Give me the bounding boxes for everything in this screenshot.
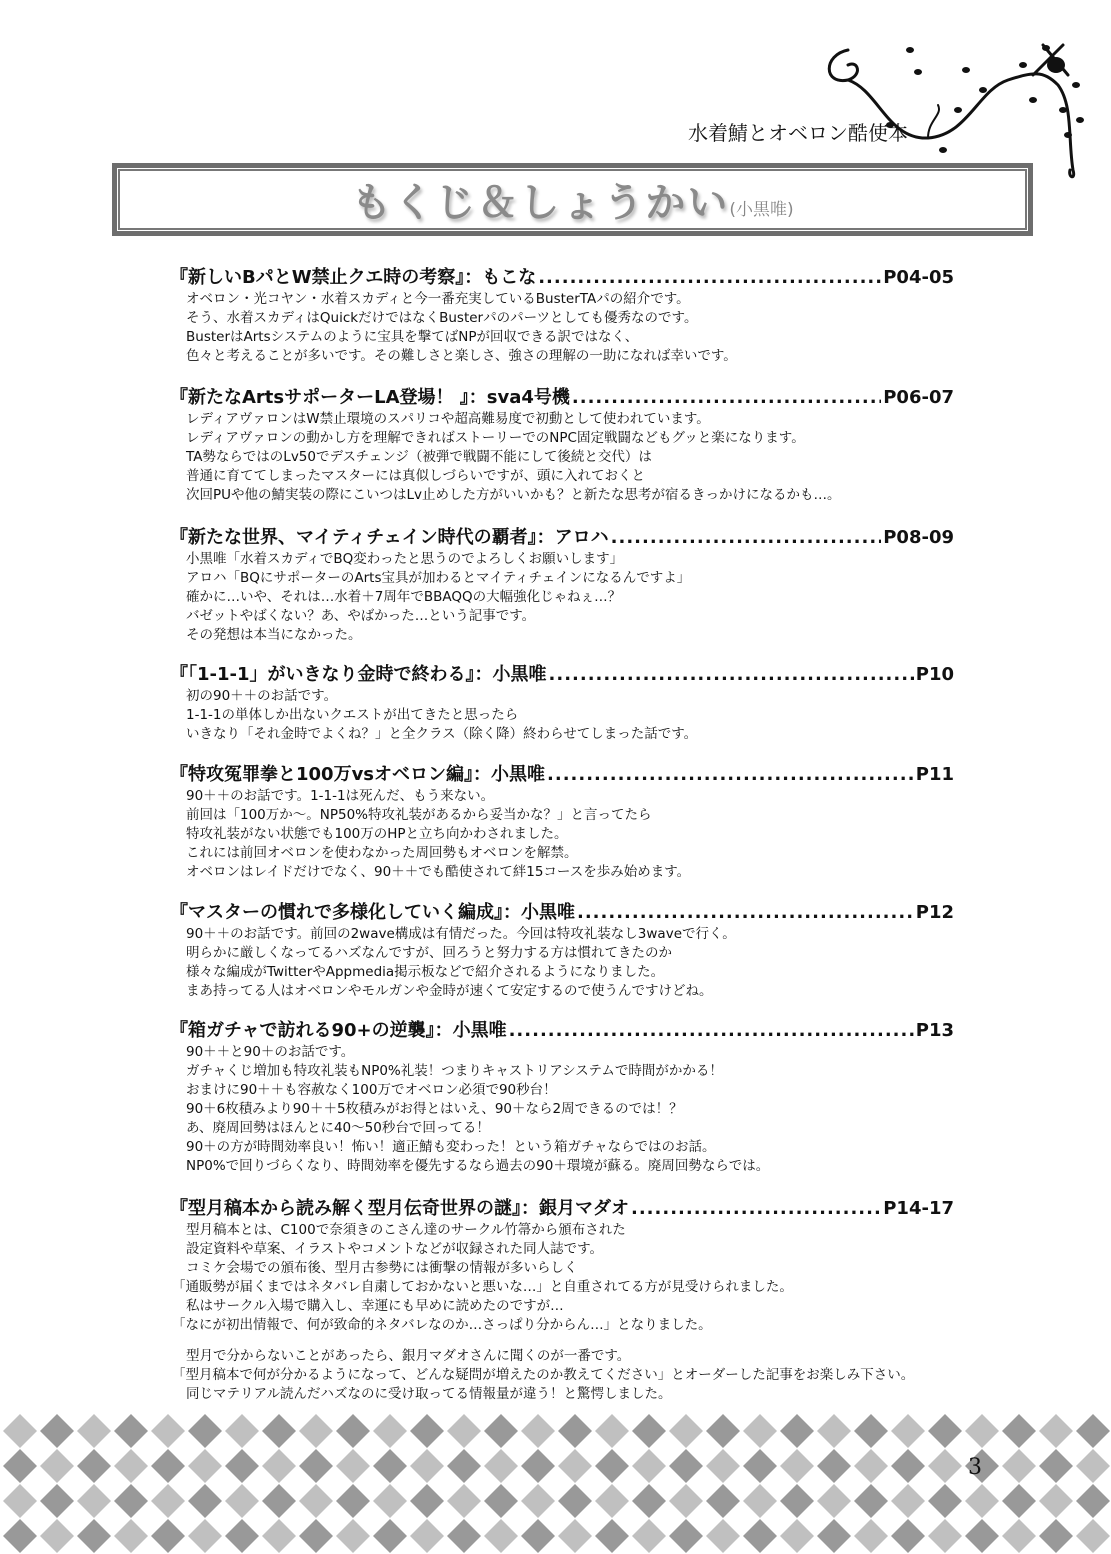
pattern-diamond <box>447 1449 481 1483</box>
pattern-diamond <box>928 1484 962 1518</box>
pattern-diamond <box>447 1519 481 1553</box>
pattern-diamond <box>817 1484 851 1518</box>
toc-entry-title: 『箱ガチャで訪れる90+の逆襲』：小黒唯 <box>170 1020 507 1041</box>
pattern-diamond <box>484 1484 518 1518</box>
dot-leader <box>549 663 914 687</box>
toc-entry-heading <box>170 526 954 550</box>
toc-entry-pages: P10 <box>915 664 954 685</box>
pattern-diamond <box>743 1414 777 1448</box>
toc-entry-description-line: まあ持ってる人はオベロンやモルガンや金時が速くて安定するので使うんですけどね。 <box>186 983 713 999</box>
pattern-diamond <box>780 1449 814 1483</box>
pattern-diamond <box>928 1519 962 1553</box>
toc-entry-description-line: 「通販勢が届くまではネタバレ自粛しておかないと悪いな…」と自重されてる方が見受けられました。 <box>172 1279 793 1295</box>
pattern-diamond <box>780 1519 814 1553</box>
pattern-diamond <box>669 1484 703 1518</box>
pattern-diamond <box>77 1484 111 1518</box>
paragraph-gap <box>170 1335 954 1347</box>
pattern-diamond <box>447 1484 481 1518</box>
toc-entry-pages: P08-09 <box>883 527 954 548</box>
toc-entry-description-line: コミケ会場での頒布後、型月古参勢には衝撃の情報が多いらしく <box>186 1260 578 1276</box>
toc-entry <box>170 526 954 645</box>
pattern-diamond <box>558 1519 592 1553</box>
pattern-diamond <box>965 1484 999 1518</box>
toc-entry-heading <box>170 663 954 687</box>
pattern-diamond <box>188 1519 222 1553</box>
pattern-diamond <box>817 1449 851 1483</box>
pattern-diamond <box>558 1484 592 1518</box>
pattern-diamond <box>669 1449 703 1483</box>
pattern-diamond <box>891 1449 925 1483</box>
pattern-diamond <box>77 1449 111 1483</box>
pattern-diamond <box>1039 1484 1073 1518</box>
toc-entry-description-line: 明らかに厳しくなってるハズなんですが、回ろうと努力する方は慣れてきたのか <box>186 945 672 961</box>
toc-entry <box>170 763 954 882</box>
pattern-diamond <box>780 1484 814 1518</box>
pattern-diamond <box>262 1449 296 1483</box>
toc-entry-description-line: レディアヴァロンの動かし方を理解できればストーリーでのNPC固定戦闘などもグッと楽になります。 <box>186 430 805 446</box>
pattern-diamond <box>225 1449 259 1483</box>
pattern-diamond <box>928 1449 962 1483</box>
pattern-diamond <box>595 1449 629 1483</box>
pattern-diamond <box>336 1519 370 1553</box>
diamond-pattern-footer <box>0 1408 1111 1554</box>
toc-entry <box>170 1197 954 1404</box>
toc-entry-description-line: NP0%で回りづらくなり、時間効率を優先するなら過去の90＋環境が蘇る。廃周回勢ならでは。 <box>186 1158 770 1174</box>
pattern-diamond <box>151 1414 185 1448</box>
pattern-diamond <box>410 1484 444 1518</box>
pattern-diamond <box>891 1519 925 1553</box>
pattern-diamond <box>1002 1414 1036 1448</box>
toc-entry <box>170 663 954 744</box>
pattern-diamond <box>1076 1484 1110 1518</box>
toc-entry <box>170 1019 954 1176</box>
pattern-diamond <box>595 1519 629 1553</box>
toc-entry-description-line: その発想は本当になかった。 <box>186 627 362 643</box>
pattern-diamond <box>336 1449 370 1483</box>
pattern-diamond <box>891 1414 925 1448</box>
toc-entry-description-line: 普通に育ててしまったマスターには真似しづらいですが、頭に入れておくと <box>186 468 645 484</box>
toc-entry-heading <box>170 901 954 925</box>
pattern-diamond <box>780 1414 814 1448</box>
pattern-diamond <box>632 1519 666 1553</box>
pattern-diamond <box>1076 1414 1110 1448</box>
toc-entry-description-line: レディアヴァロンはW禁止環境のスパリコや超高難易度で初動として使われています。 <box>186 411 710 427</box>
pattern-diamond <box>521 1449 555 1483</box>
toc-entry-description-line: ガチャくじ増加も特攻礼装もNP0%礼装！つまりキャストリアシステムで時間がかかる！ <box>186 1063 723 1079</box>
toc-entry-description-line: 初の90＋＋のお話です。 <box>186 688 338 704</box>
pattern-diamond <box>3 1484 37 1518</box>
toc-entry-description-line: 設定資料や草案、イラストやコメントなどが収録された同人誌です。 <box>186 1241 604 1257</box>
pattern-diamond <box>114 1484 148 1518</box>
pattern-diamond <box>1076 1519 1110 1553</box>
pattern-diamond <box>1039 1414 1073 1448</box>
pattern-diamond <box>40 1414 74 1448</box>
toc-entry-description-line: 小黒唯「水着スカディでBQ変わったと思うのでよろしくお願いします」 <box>186 551 624 567</box>
toc-entry-description-line: 90＋＋のお話です。1-1-1は死んだ、もう来ない。 <box>186 788 495 804</box>
dot-leader <box>538 266 881 290</box>
pattern-diamond <box>965 1519 999 1553</box>
pattern-diamond <box>373 1449 407 1483</box>
pattern-diamond <box>262 1519 296 1553</box>
pattern-diamond <box>188 1449 222 1483</box>
pattern-diamond <box>669 1519 703 1553</box>
pattern-diamond <box>595 1414 629 1448</box>
toc-entry-description-line: 90＋6枚積みより90＋＋5枚積みがお得とはいえ、90＋なら2周できるのでは！？ <box>186 1101 683 1117</box>
pattern-diamond <box>1002 1484 1036 1518</box>
toc-entry-description-line: いきなり「それ金時でよくね？」と全クラス（除く降）終わらせてしまった話です。 <box>186 726 698 742</box>
pattern-diamond <box>336 1414 370 1448</box>
toc-entry-description-line: 90＋の方が時間効率良い！怖い！適正鯖も変わった！という箱ガチャならではのお話。 <box>186 1139 716 1155</box>
toc-entry-description-line: 色々と考えることが多いです。その難しさと楽しさ、強さの理解の一助になれば幸いです。 <box>186 348 737 364</box>
pattern-diamond <box>854 1414 888 1448</box>
toc-entry-title: 『新たなArtsサポーターLA登場！ 』：sva4号機 <box>170 387 570 408</box>
pattern-diamond <box>1039 1449 1073 1483</box>
book-title: 水着鯖とオベロン酷使本 <box>688 121 908 145</box>
pattern-diamond <box>40 1484 74 1518</box>
pattern-diamond <box>854 1449 888 1483</box>
pattern-diamond <box>299 1519 333 1553</box>
pattern-diamond <box>706 1414 740 1448</box>
toc-entry-description-line: 確かに…いや、それは…水着＋7周年でBBAQQの大幅強化じゃねぇ…？ <box>186 589 622 605</box>
pattern-diamond <box>706 1519 740 1553</box>
toc-entry-description-line: 様々な編成がTwitterやAppmedia掲示板などで紹介されるようになりました。 <box>186 964 665 980</box>
toc-entry-pages: P14-17 <box>883 1198 954 1219</box>
pattern-diamond <box>410 1414 444 1448</box>
pattern-diamond <box>595 1484 629 1518</box>
pattern-diamond <box>299 1484 333 1518</box>
pattern-diamond <box>114 1449 148 1483</box>
toc-entry-description-line: 前回は「100万か～。NP50%特攻礼装があるから妥当かな？」と言ってたら <box>186 807 652 823</box>
pattern-diamond <box>1039 1519 1073 1553</box>
pattern-diamond <box>151 1484 185 1518</box>
pattern-diamond <box>484 1449 518 1483</box>
pattern-diamond <box>706 1449 740 1483</box>
toc-entry <box>170 901 954 1001</box>
page-title: もくじ＆しょうかい <box>351 180 730 226</box>
pattern-diamond <box>1002 1449 1036 1483</box>
toc-entry-description-line: これには前回オベロンを使わなかった周回勢もオベロンを解禁。 <box>186 845 578 861</box>
toc-entry-description-line: 同じマテリアル読んだハズなのに受け取ってる情報量が違う！と驚愕しました。 <box>186 1386 672 1402</box>
toc-entry-description-line: 「型月稿本で何が分かるようになって、どんな疑問が増えたのか教えてください」とオーダーした記事をお楽しみ下さい。 <box>172 1367 915 1383</box>
toc-entry-title: 『「1-1-1」がいきなり金時で終わる』：小黒唯 <box>170 664 547 685</box>
page-number: 3 <box>968 1455 982 1480</box>
dot-leader <box>547 763 914 787</box>
pattern-diamond <box>484 1414 518 1448</box>
toc-entry-title: 『新しいBパとW禁止クエ時の考察』：もこな <box>170 267 537 288</box>
page-title-box <box>112 163 1033 236</box>
pattern-diamond <box>3 1449 37 1483</box>
toc-entry-description-line: TA勢ならではのLv50でデスチェンジ（被弾で戦闘不能にして後続と交代）は <box>186 449 652 465</box>
toc-entry-description-line: 私はサークル入場で購入し、幸運にも早めに読めたのですが… <box>186 1298 564 1314</box>
toc-entry-description-line: あ、廃周回勢はほんとに40～50秒台で回ってる！ <box>186 1120 490 1136</box>
toc-entry-description-line: アロハ「BQにサポーターのArts宝具が加わるとマイティチェインになるんですよ」 <box>186 570 691 586</box>
pattern-diamond <box>373 1484 407 1518</box>
toc-entry-heading <box>170 266 954 290</box>
toc-entry-pages: P12 <box>915 902 954 923</box>
pattern-diamond <box>447 1414 481 1448</box>
toc-entry-pages: P11 <box>915 764 954 785</box>
pattern-diamond <box>299 1449 333 1483</box>
pattern-diamond <box>40 1519 74 1553</box>
dot-leader <box>572 386 881 410</box>
pattern-diamond <box>262 1484 296 1518</box>
toc-entry-heading <box>170 763 954 787</box>
toc-entry-description-line: オベロン・光コヤン・水着スカディと今一番充実しているBusterTAパの紹介です。 <box>186 291 690 307</box>
toc-entry-description-line: オベロンはレイドだけでなく、90＋＋でも酷使されて絆15コースを歩み始めます。 <box>186 864 691 880</box>
dot-leader <box>631 1197 881 1221</box>
pattern-diamond <box>521 1414 555 1448</box>
pattern-diamond <box>410 1519 444 1553</box>
pattern-diamond <box>188 1484 222 1518</box>
toc-entry-description-line: BusterはArtsシステムのように宝具を撃てばNPが回収できる訳ではなく、 <box>186 329 639 345</box>
pattern-diamond <box>854 1484 888 1518</box>
toc-entry-pages: P06-07 <box>883 387 954 408</box>
toc-entry-description-line: 特攻礼装がない状態でも100万のHPと立ち向かわされました。 <box>186 826 568 842</box>
pattern-diamond <box>743 1519 777 1553</box>
toc-entry-description-line: 「なにが初出情報で、何が致命的ネタバレなのか…さっぱり分からん…」となりました。 <box>172 1317 712 1333</box>
pattern-diamond <box>1076 1449 1110 1483</box>
toc-entry-title: 『型月稿本から読み解く型月伝奇世界の謎』：銀月マダオ <box>170 1198 629 1219</box>
toc-entry-description-line: おまけに90＋＋も容赦なく100万でオベロン必須で90秒台！ <box>186 1082 557 1098</box>
pattern-diamond <box>188 1414 222 1448</box>
pattern-diamond <box>299 1414 333 1448</box>
toc-entry-description-line: バゼットやばくない？あ、やばかった…という記事です。 <box>186 608 536 624</box>
toc-entry-heading <box>170 386 954 410</box>
pattern-diamond <box>743 1484 777 1518</box>
pattern-diamond <box>558 1414 592 1448</box>
dot-leader <box>509 1019 914 1043</box>
pattern-diamond <box>77 1414 111 1448</box>
toc-entry-description-line: そう、水着スカディはQuickだけではなくBusterパのパーツとしても優秀なのです。 <box>186 310 698 326</box>
pattern-diamond <box>632 1414 666 1448</box>
pattern-diamond <box>3 1414 37 1448</box>
pattern-diamond <box>77 1519 111 1553</box>
toc-entry-title: 『マスターの慣れで多様化していく編成』：小黒唯 <box>170 902 575 923</box>
toc-entry-title: 『新たな世界、マイティチェイン時代の覇者』：アロハ <box>170 527 609 548</box>
toc-entry <box>170 266 954 366</box>
pattern-diamond <box>151 1449 185 1483</box>
pattern-diamond <box>854 1519 888 1553</box>
pattern-diamond <box>3 1519 37 1553</box>
toc-entry-description-line: 次回PUや他の鯖実装の際にこいつはLv止めした方がいいかも？と新たな思考が宿るきっかけになるかも…。 <box>186 487 841 503</box>
pattern-diamond <box>817 1519 851 1553</box>
pattern-diamond <box>817 1414 851 1448</box>
pattern-diamond <box>558 1449 592 1483</box>
pattern-diamond <box>373 1414 407 1448</box>
toc-entry-title: 『特攻冤罪拳と100万vsオベロン編』：小黒唯 <box>170 764 546 785</box>
toc-entry-pages: P04-05 <box>883 267 954 288</box>
pattern-diamond <box>225 1414 259 1448</box>
pattern-diamond <box>1002 1519 1036 1553</box>
pattern-diamond <box>743 1449 777 1483</box>
toc-entry <box>170 386 954 505</box>
dot-leader <box>577 901 914 925</box>
pattern-diamond <box>114 1414 148 1448</box>
toc-entry-description-line: 型月で分からないことがあったら、銀月マダオさんに聞くのが一番です。 <box>186 1348 631 1364</box>
pattern-diamond <box>632 1484 666 1518</box>
pattern-diamond <box>262 1414 296 1448</box>
pattern-diamond <box>114 1519 148 1553</box>
toc-entry-heading <box>170 1197 954 1221</box>
toc-entry-pages: P13 <box>915 1020 954 1041</box>
pattern-diamond <box>336 1484 370 1518</box>
pattern-diamond <box>225 1519 259 1553</box>
toc-entry-description-line: 90＋＋のお話です。前回の2wave構成は有情だった。今回は特攻礼装なし3waveで行く。 <box>186 926 736 942</box>
dot-leader <box>611 526 882 550</box>
pattern-diamond <box>965 1414 999 1448</box>
page-title-frame <box>118 169 1027 230</box>
pattern-diamond <box>410 1449 444 1483</box>
toc-entry-description-line: 1-1-1の単体しか出ないクエストが出てきたと思ったら <box>186 707 519 723</box>
pattern-diamond <box>706 1484 740 1518</box>
pattern-diamond <box>151 1519 185 1553</box>
pattern-diamond <box>484 1519 518 1553</box>
pattern-diamond <box>225 1484 259 1518</box>
pattern-diamond <box>40 1449 74 1483</box>
pattern-diamond <box>891 1484 925 1518</box>
pattern-diamond <box>373 1519 407 1553</box>
toc-entry-description-line: 型月稿本とは、C100で奈須きのこさん達のサークル竹箒から頒布された <box>186 1222 626 1238</box>
toc-entry-description-line: 90＋＋と90＋のお話です。 <box>186 1044 355 1060</box>
toc-entry-heading <box>170 1019 954 1043</box>
pattern-diamond <box>928 1414 962 1448</box>
pattern-diamond <box>521 1519 555 1553</box>
pattern-diamond <box>632 1449 666 1483</box>
pattern-diamond <box>521 1484 555 1518</box>
page-title-author: (小黒唯) <box>729 200 794 220</box>
pattern-diamond <box>669 1414 703 1448</box>
floral-vine-ornament <box>818 30 1088 180</box>
